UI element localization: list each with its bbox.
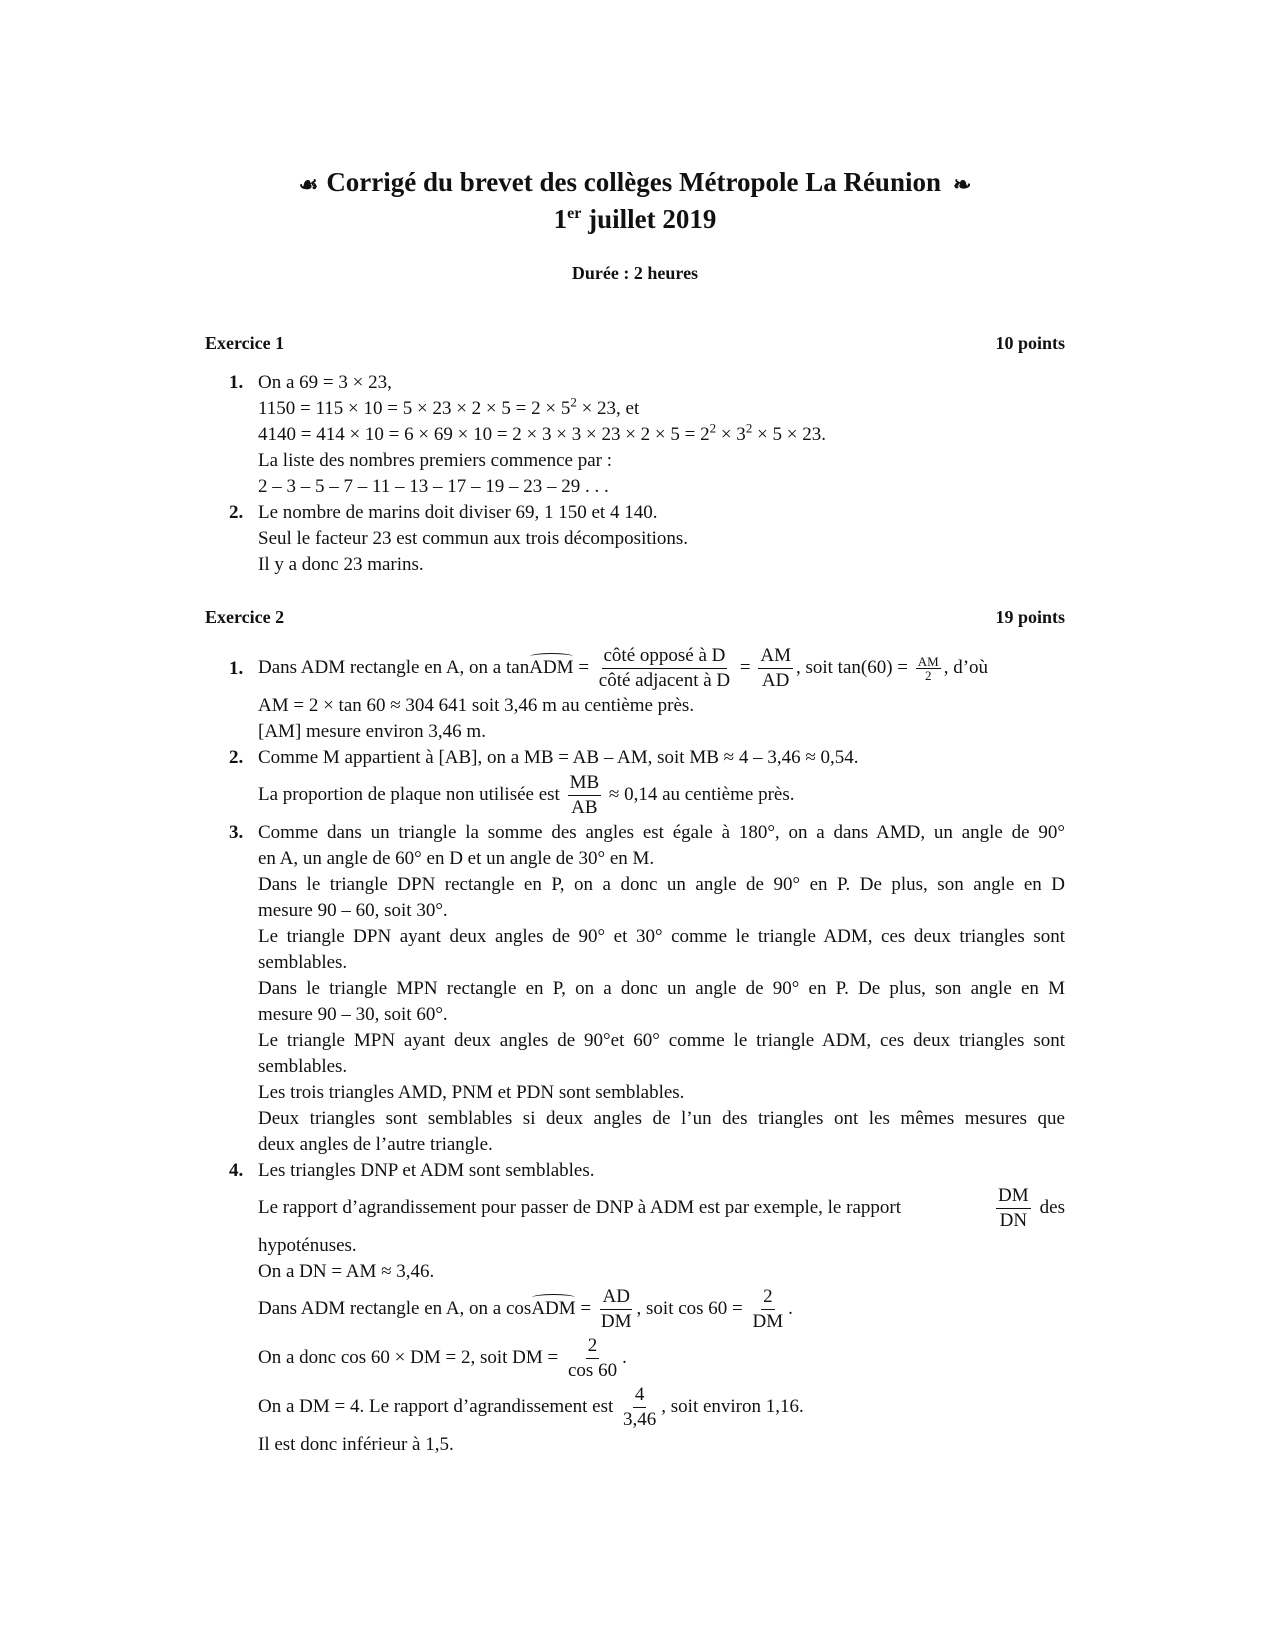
numerator: 4 <box>633 1383 647 1408</box>
formula-line <box>258 644 1065 693</box>
fraction <box>916 655 941 682</box>
fraction <box>751 1285 786 1334</box>
numerator: DM <box>996 1184 1031 1209</box>
item-number: 1. <box>229 371 244 393</box>
text-run: On a donc cos 60 × DM = 2, soit DM = <box>258 1346 563 1368</box>
exercise-points: 10 points <box>995 332 1065 353</box>
text-line: Les trois triangles AMD, PNM et PDN sont semblables. <box>258 1081 685 1103</box>
exercise-title: Exercice 2 <box>205 606 285 627</box>
text-line: Comme M appartient à [AB], on a MB = AB – AM, soit MB ≈ 4 – 3,46 ≈ 0,54. <box>258 746 859 768</box>
ornament-right-icon: ❧ <box>952 171 972 197</box>
document-page <box>205 165 1065 1458</box>
denominator: cos 60 <box>568 1359 618 1381</box>
text-run: , d’où <box>943 656 989 678</box>
item-number: 2. <box>229 746 244 768</box>
document-title <box>205 165 1065 202</box>
exponent: 2 <box>709 420 717 436</box>
text-line <box>258 422 1065 448</box>
list-item <box>205 1158 1065 1458</box>
fraction <box>597 644 732 693</box>
text-run: Le rapport d’agrandissement pour passer de DNP à ADM est par exemple, le rapport <box>258 1197 901 1219</box>
document-header <box>205 165 1065 286</box>
text-line: La liste des nombres premiers commence par : <box>258 449 613 471</box>
list-item <box>205 644 1065 745</box>
exam-duration: Durée : 2 heures <box>571 262 699 283</box>
text-run: des <box>1039 1197 1065 1219</box>
text-run: ≈ 0,14 au centième près. <box>604 783 795 805</box>
text-run: 1150 = 115 × 10 = 5 × 23 × 2 × 5 = 2 × 5 <box>258 397 571 419</box>
text-line: semblables. <box>258 951 348 973</box>
text-run: × 23, et <box>576 397 640 419</box>
text-line <box>258 396 1065 422</box>
denominator: AB <box>571 796 598 818</box>
text-run: × 5 × 23. <box>752 423 826 445</box>
formula-line <box>258 1285 1065 1334</box>
text-line: Dans le triangle DPN rectangle en P, on a donc un angle de 90° en P. De plus, son angle en D <box>258 873 1065 895</box>
angle-symbol: ADM <box>531 1296 575 1322</box>
denominator: DN <box>999 1209 1028 1231</box>
text-line: Le nombre de marins doit diviser 69, 1 150 et 4 140. <box>258 501 658 523</box>
item-number: 2. <box>229 501 244 523</box>
text-line: mesure 90 – 30, soit 60°. <box>258 1003 448 1025</box>
text-line: Comme dans un triangle la somme des angles est égale à 180°, on a dans AMD, un angle de 90° <box>258 821 1065 843</box>
text-run: Dans ADM rectangle en A, on a tan <box>258 656 530 678</box>
text-run: . <box>622 1346 627 1368</box>
item-number: 3. <box>229 821 244 843</box>
denominator: 3,46 <box>623 1408 657 1430</box>
formula-line <box>258 1334 1065 1383</box>
fraction <box>599 1285 634 1334</box>
list-item <box>205 820 1065 1158</box>
text-line: On a DN = AM ≈ 3,46. <box>258 1260 435 1282</box>
text-run: × 3 <box>716 423 746 445</box>
text-line: 2 – 3 – 5 – 7 – 11 – 13 – 17 – 19 – 23 – 29 . . . <box>258 475 609 497</box>
exercise-1-list <box>205 370 1065 578</box>
numerator: MB <box>568 771 602 796</box>
document-date <box>205 202 1065 236</box>
denominator: DM <box>600 1310 632 1332</box>
formula-line <box>258 1383 1065 1432</box>
text-run: On a DM = 4. Le rapport d’agrandissement est <box>258 1395 619 1417</box>
fraction <box>996 1184 1031 1233</box>
text-line: mesure 90 – 60, soit 30°. <box>258 899 448 921</box>
denominator: côté adjacent à D <box>598 669 731 691</box>
ornament-left-icon: ☙ <box>298 171 319 197</box>
exercise-2-header <box>205 604 1065 630</box>
text-run: = <box>573 656 594 678</box>
fraction <box>568 771 602 820</box>
date-day: 1 <box>553 203 568 234</box>
text-line: Deux triangles sont semblables si deux angles de l’un des triangles ont les mêmes mesures que <box>258 1107 1065 1129</box>
denominator: DM <box>752 1310 784 1332</box>
numerator: AM <box>758 644 793 669</box>
text-line: [AM] mesure environ 3,46 m. <box>258 720 486 742</box>
text-line: semblables. <box>258 1055 348 1077</box>
item-number: 1. <box>229 657 244 679</box>
date-ordinal: er <box>567 204 582 222</box>
text-line: deux angles de l’autre triangle. <box>258 1133 493 1155</box>
text-run: , soit cos 60 = <box>636 1297 748 1319</box>
exercise-points: 19 points <box>995 606 1065 627</box>
text-run: = <box>735 656 756 678</box>
text-line: en A, un angle de 60° en D et un angle de 30° en M. <box>258 847 655 869</box>
text-run: . <box>788 1297 793 1319</box>
numerator: côté opposé à D <box>602 644 728 669</box>
date-month-year: juillet 2019 <box>588 203 717 234</box>
fraction <box>566 1334 619 1383</box>
text-line: Dans le triangle MPN rectangle en P, on a donc un angle de 90° en P. De plus, son angle en M <box>258 977 1065 999</box>
exercise-2-list <box>205 644 1065 1458</box>
text-line: Seul le facteur 23 est commun aux trois décompositions. <box>258 527 689 549</box>
exponent: 2 <box>570 394 577 410</box>
text-line: hypoténuses. <box>258 1234 357 1256</box>
list-item <box>205 500 1065 578</box>
text-line: Le triangle DPN ayant deux angles de 90° et 30° comme le triangle ADM, ces deux triangles sont <box>258 925 1065 947</box>
exercise-1-header <box>205 330 1065 356</box>
text-line: Le triangle MPN ayant deux angles de 90°et 60° comme le triangle ADM, ces deux triangles sont <box>258 1029 1065 1051</box>
text-line: Il est donc inférieur à 1,5. <box>258 1433 454 1455</box>
formula-line <box>258 1184 1065 1233</box>
denominator: 2 <box>924 667 932 683</box>
text-run: , soit environ 1,16. <box>661 1395 804 1417</box>
denominator: AD <box>761 669 790 691</box>
text-run: 4140 = 414 × 10 = 6 × 69 × 10 = 2 × 3 × 3 × 23 × 2 × 5 = 2 <box>258 423 710 445</box>
fraction <box>621 1383 658 1432</box>
text-run: Dans ADM rectangle en A, on a cos <box>258 1297 532 1319</box>
text-line: On a 69 = 3 × 23, <box>258 371 392 393</box>
title-text: Corrigé du brevet des collèges Métropole La Réunion <box>326 167 941 197</box>
text-run: = <box>575 1297 596 1319</box>
list-item <box>205 745 1065 820</box>
exponent: 2 <box>745 420 753 436</box>
fraction <box>758 644 793 693</box>
numerator: AD <box>600 1285 631 1310</box>
text-line: Les triangles DNP et ADM sont semblables. <box>258 1159 595 1181</box>
numerator: 2 <box>761 1285 775 1310</box>
angle-symbol: ADM <box>529 655 573 681</box>
numerator: AM <box>917 653 939 669</box>
list-item <box>205 370 1065 500</box>
text-line: Il y a donc 23 marins. <box>258 553 424 575</box>
formula-line <box>258 771 1065 820</box>
text-run: , soit tan(60) = <box>795 656 913 678</box>
exercise-title: Exercice 1 <box>205 332 285 353</box>
item-number: 4. <box>229 1159 244 1181</box>
numerator: 2 <box>586 1334 600 1359</box>
text-run: La proportion de plaque non utilisée est <box>258 783 565 805</box>
text-line: AM = 2 × tan 60 ≈ 304 641 soit 3,46 m au centième près. <box>258 694 695 716</box>
